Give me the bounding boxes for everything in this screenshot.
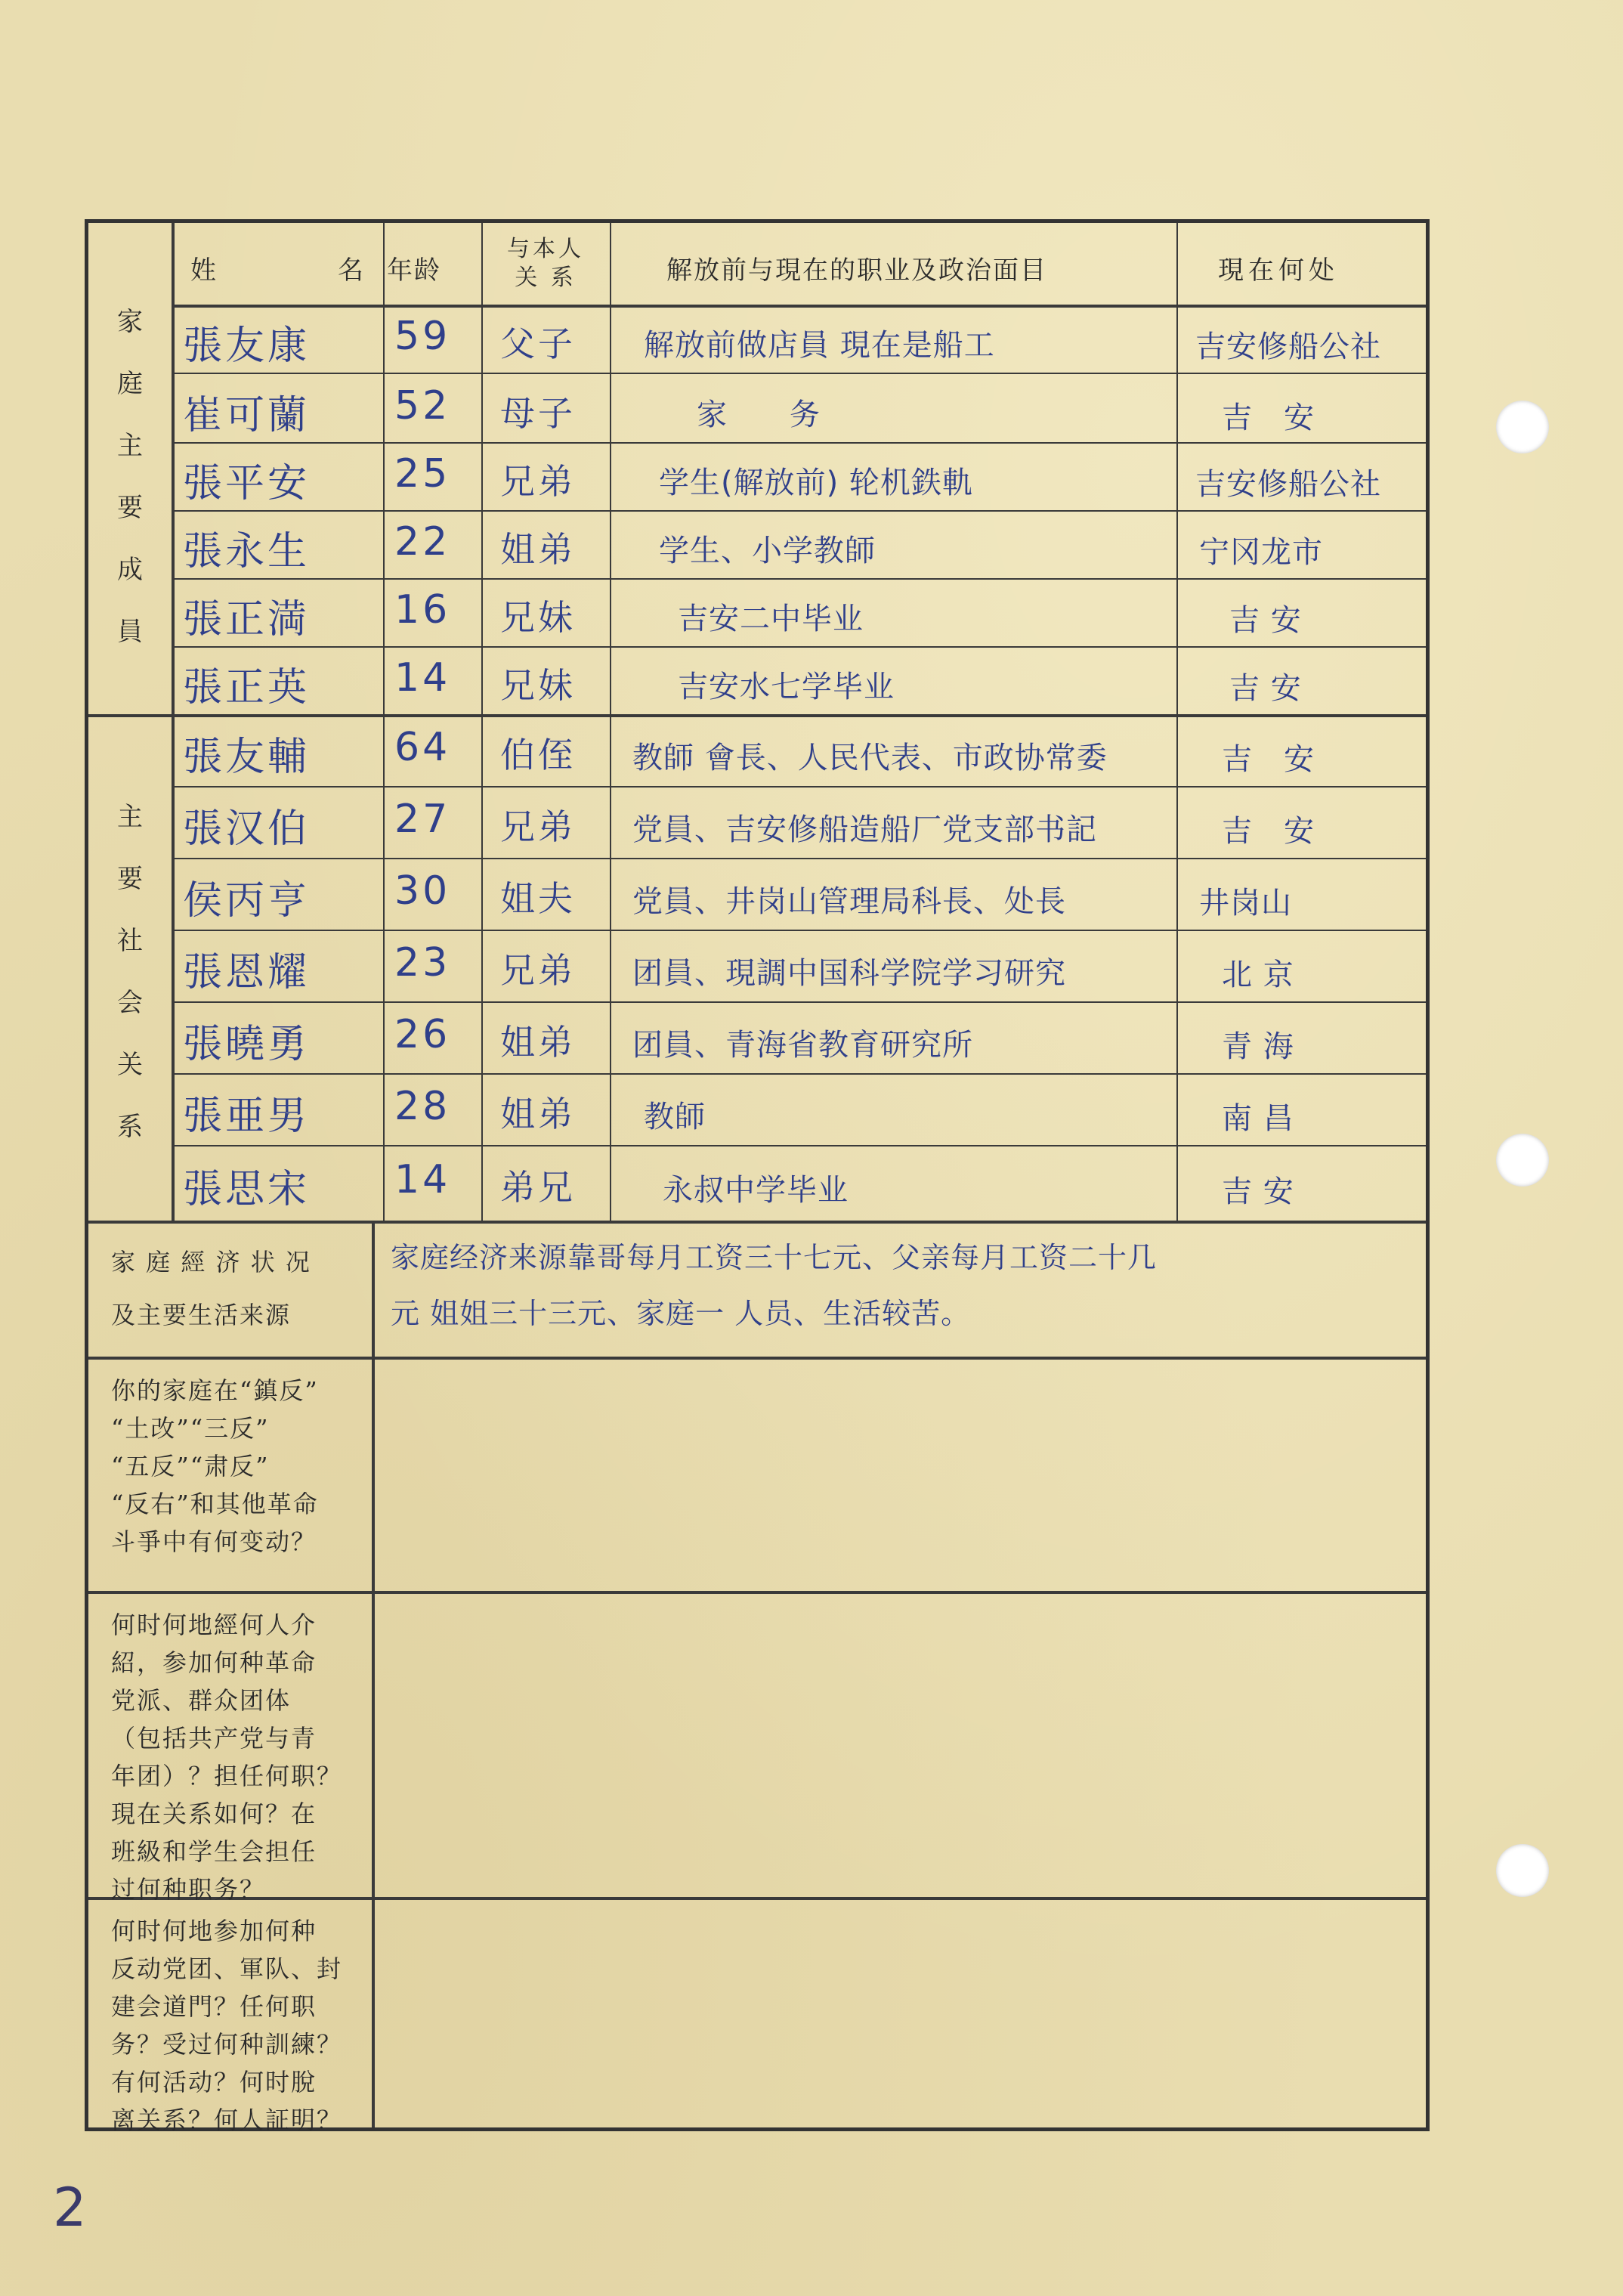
label-char: 关 [117,1050,143,1080]
family-age: 59 [394,314,451,359]
row-line [172,786,1426,788]
label-char: 主 [117,802,143,832]
question-line: 年团）？担任何职？ [111,1762,343,1790]
question-line: 务？受过何种訓練？ [111,2030,343,2059]
row-line [172,858,1426,859]
family-age: 14 [394,655,451,701]
social-location: 北 京 [1222,958,1294,992]
label-char: 社 [117,926,143,956]
family-relation: 兄妹 [500,597,576,638]
family-location: 吉 安 [1222,401,1315,435]
social-age: 30 [394,868,451,914]
social-location: 南 昌 [1222,1101,1294,1136]
social-label [107,786,153,1158]
header-location: 現在何处 [1218,255,1339,286]
question-line: “土改”“三反” [111,1414,270,1443]
social-location: 吉 安 [1222,742,1315,777]
label-char: 成 [117,555,143,585]
question-line: （包括共产党与青 [111,1724,317,1753]
social-relation: 兄弟 [500,806,576,847]
header-relation-top: 与本人 [507,236,584,262]
social-occupation: 党員、井岗山管理局科長、处長 [632,884,1066,919]
family-name: 張正英 [183,665,311,710]
registration-form-table [85,219,1430,2134]
social-name: 張汉伯 [183,806,311,852]
family-relation: 兄妹 [500,665,576,706]
row-line [172,1001,1426,1003]
header-name-first: 姓 [190,255,219,286]
social-age: 64 [394,725,451,770]
economy-label-line1: 家 庭 經 济 状 况 [111,1248,311,1276]
family-relation: 父子 [500,323,576,364]
social-relation: 兄弟 [500,950,576,991]
social-age: 14 [394,1157,451,1202]
social-occupation: 团員、現調中国科学院学习研究 [632,956,1066,991]
question-line: 斗爭中有何变动？ [111,1527,317,1556]
question-line: 党派、群众团体 [111,1686,292,1715]
social-relation: 姐夫 [500,878,576,919]
economy-text-line2: 元 姐姐三十三元、家庭一 人员、生活较苦。 [391,1297,971,1330]
row-line [172,930,1426,931]
family-age: 16 [394,587,451,633]
label-char: 会 [117,988,143,1018]
social-name: 侯丙亨 [183,878,311,924]
family-relation: 母子 [500,393,576,434]
family-relation: 姐弟 [500,529,576,570]
question-line: 建会道門？任何职 [111,1992,317,2021]
question-line: 紹，参加何种革命 [111,1648,317,1677]
social-relation: 姐弟 [500,1094,576,1134]
social-age: 26 [394,1012,451,1057]
label-char: 庭 [117,369,143,399]
social-name: 張亜男 [183,1094,311,1139]
social-name: 張友輔 [183,735,311,780]
header-occupation: 解放前与現在的职业及政治面目 [666,255,1047,286]
label-char: 系 [117,1112,143,1142]
family-label [107,291,153,663]
social-location: 吉 安 [1222,814,1315,849]
family-occupation: 家 务 [697,398,821,432]
family-name: 張永生 [183,529,311,574]
family-occupation: 解放前做店員 現在是船工 [644,328,995,363]
row-line [172,1145,1426,1146]
family-name: 張平安 [183,461,311,506]
label-char: 要 [117,864,143,894]
row-line [172,578,1426,580]
row-line [172,1073,1426,1075]
question-line: 班級和学生会担任 [111,1837,317,1866]
label-char: 員 [117,617,143,647]
social-name: 張恩耀 [183,950,311,995]
question-line: 离关系？何人証明？ [111,2106,343,2134]
family-name: 崔可蘭 [183,393,311,438]
question-line: 反动党团、軍队、封 [111,1954,343,1983]
social-age: 23 [394,940,451,986]
punch-hole-bottom [1496,1844,1549,1897]
family-age: 52 [394,383,451,429]
question-movements [111,1372,368,1561]
family-location: 吉 安 [1229,603,1302,638]
family-occupation: 学生(解放前) 轮机鉄軌 [659,466,973,500]
economy-label-line2: 及主要生活来源 [111,1301,292,1329]
social-age: 27 [394,797,451,842]
row-line [172,373,1426,374]
economy-text-line1: 家庭经济来源靠哥每月工资三十七元、父亲每月工资二十几 [391,1241,1158,1274]
label-char: 主 [117,431,143,461]
question-line: 何时何地参加何种 [111,1917,317,1945]
page-number: 2 [53,2177,87,2239]
question-line: “反右”和其他革命 [111,1490,319,1518]
section-divider [88,714,1426,717]
question-reactionary [111,1912,368,2139]
row-line [172,510,1426,512]
economy-bottom-line [88,1357,1426,1360]
movements-bottom-line [88,1591,1426,1594]
question-organizations [111,1606,368,1908]
family-location: 吉安修船公社 [1195,330,1381,364]
family-age: 25 [394,451,451,497]
header-divider [172,305,1426,308]
family-relation: 兄弟 [500,461,576,502]
family-location: 宁冈龙市 [1199,535,1323,570]
family-occupation: 吉安水七学毕业 [678,670,895,704]
social-name: 張思宋 [183,1167,311,1212]
social-relation: 姐弟 [500,1022,576,1063]
header-relation-bottom: 关 系 [515,265,577,291]
social-age: 28 [394,1084,451,1129]
question-line: 过何种职务？ [111,1875,266,1904]
social-occupation: 党員、吉安修船造船厂党支部书記 [632,812,1097,847]
social-occupation: 教師 會長、人民代表、市政协常委 [632,741,1108,775]
social-name: 張曉勇 [183,1022,311,1067]
header-age: 年龄 [387,255,441,286]
social-location: 吉 安 [1222,1174,1294,1209]
social-occupation: 团員、青海省教育研究所 [632,1028,973,1063]
economy-top-line [88,1221,1426,1224]
social-occupation: 教師 [644,1100,706,1134]
row-line [172,646,1426,648]
question-line: 現在关系如何？在 [111,1799,317,1828]
punch-hole-middle [1496,1134,1549,1187]
question-line: “五反”“肃反” [111,1452,270,1481]
social-location: 青 海 [1222,1029,1294,1064]
family-name: 張正満 [183,597,311,642]
family-occupation: 学生、小学教師 [659,534,876,568]
family-age: 22 [394,519,451,565]
question-line: 何时何地經何人介 [111,1611,317,1639]
social-relation: 伯侄 [500,735,576,775]
family-location: 吉安修船公社 [1195,467,1381,502]
family-name: 張友康 [183,323,311,369]
family-location: 吉 安 [1229,671,1302,706]
punch-hole-top [1496,401,1549,453]
row-line [172,442,1426,444]
social-relation: 弟兄 [500,1167,576,1208]
social-location: 井岗山 [1199,886,1292,921]
header-name-second: 名 [338,255,366,286]
question-line: 你的家庭在“鎮反” [111,1376,319,1405]
family-occupation: 吉安二中毕业 [678,602,864,636]
question-line: 有何活动？何时脫 [111,2068,317,2096]
label-char: 家 [117,307,143,337]
label-char: 要 [117,493,143,523]
social-occupation: 永叔中学毕业 [663,1173,849,1208]
